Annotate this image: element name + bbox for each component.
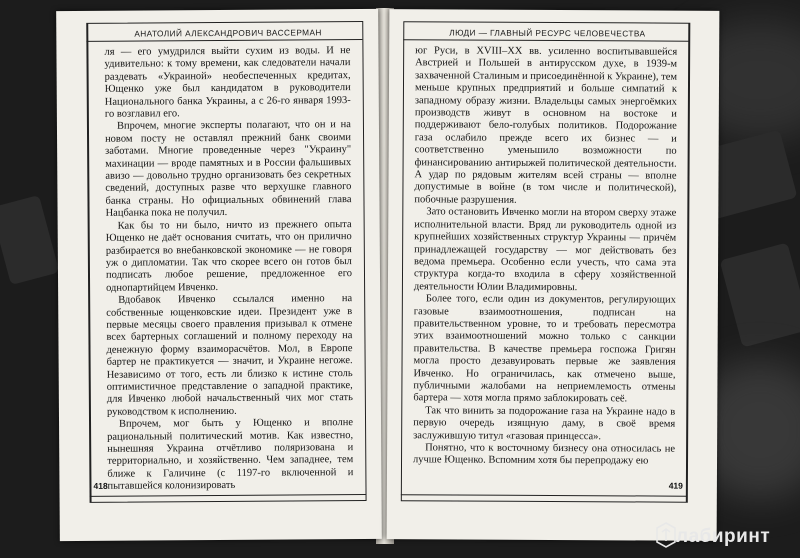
paragraph: Впрочем, многие эксперты полагают, что он и на новом посту не оставлял прежний банк своими заботами. Многие проведенные через "Украину" махинации — вроде памятных и в России фальшивых авизо — довольно трудно организовать без секретных сведений, доступных разве что верхушке главного банка страны. Но официальных обвинений глава Нацбанка пока не получил. bbox=[105, 119, 352, 220]
right-body-text bbox=[413, 45, 677, 468]
left-body-text bbox=[104, 45, 353, 493]
paragraph: Более того, если один из документов, регулирующих газовые взаимоотношения, подписан на правительственном уровне, то и требовать пересмотра этих взаимоотношений можно только с санкции правительства. В качестве премьера госпожа Григян могла просто дезавуировать первые же заявления Ивченко. Но ограничилась, как отмечено выше, публичными жалобами на неприемлемость отмены бартера — хотя могла прямо заблокировать сеё. bbox=[413, 293, 676, 405]
running-head-author: АНАТОЛИЙ АЛЕКСАНДРОВИЧ ВАССЕРМАН bbox=[134, 27, 322, 39]
paragraph: Вдобавок Ивченко ссылался именно на собственные ющенковские идеи. Президент уже в первые месяцы своего правления призывал к отмене всех бартерных соглашений и полному переходу на денежную форму взаиморасчётов. Мол, в Европе бартер не практикуется — значит, и Украине негоже. Независимо от того, есть ли близко к истине столь оптимистичное представление о западной практике, для Ивченко любой начальственный чих мог стать руководством к исполнению. bbox=[106, 293, 353, 418]
page-number: 419 bbox=[668, 480, 683, 491]
paragraph: Так что винить за подорожание газа на Украине надо в первую очередь изящную даму, в своё время заслужившую титул «газовая принцесса». bbox=[413, 405, 676, 442]
paragraph: Как бы то ни было, ничто из прежнего опыта Ющенко не даёт основания считать, что он прилично разбирается во внебанковской экономике — не говоря уж о дипломатии. Так что скорее всего он готов был подписать любое решение, предложенное его однопартийцем Ивченко. bbox=[105, 218, 353, 294]
left-page bbox=[56, 9, 382, 541]
paragraph: Понятно, что к восточному бизнесу она относилась не лучше Ющенко. Вспомним хотя бы перепродажу ею bbox=[412, 442, 676, 467]
paragraph: Впрочем, мог быть у Ющенко и вполне рациональный политический мотив. Как известно, нынешняя Украина отчётливо поляризована и территориально, и хозяйственно. Чем западнее, тем ближе к Галичине (с 1197-го включенной и пытавшейся колонизировать bbox=[107, 417, 354, 493]
paragraph: Зато остановить Ивченко могли на втором сверху этаже исполнительной власти. Вряд ли руководитель одной из крупнейших хозяйственных структур Украины — причём принадлежащей государству — мог действовать без ведома премьера. Особенно если учесть, что сама эта структура когда-то входила в сферу хозяйственной деятельности Юлии Владимировны. bbox=[413, 206, 677, 293]
paragraph: ля — его умудрился выйти сухим из воды. И не удивительно: к тому времени, как следователи начали раздевать «Украиной» необеспеченных кредитах, Ющенко уже был кандидатом в руководители Национального банка Украины, а с 26-го января 1993-го возглавил его. bbox=[104, 45, 351, 120]
background-texture bbox=[720, 242, 800, 347]
running-head-title: ЛЮДИ — ГЛАВНЫЙ РЕСУРС ЧЕЛОВЕЧЕСТВА bbox=[449, 27, 646, 39]
watermark-labirint: лабиринт bbox=[676, 526, 771, 547]
page-number: 418 bbox=[93, 480, 108, 491]
labirint-logo-icon bbox=[656, 522, 676, 548]
paragraph: юг Руси, в XVIII–XX вв. усиленно воспитывавшейся Австрией и Польшей в антирусском духе, в 1939-м захваченной Сталиным и присоединённой к Украине), тем меньше крупных предприятий и больше симпатий к западному образу жизни. Владельцы самых энергоёмких производств живут в основном на востоке и поддерживают бело-голубых политиков. Подорожание газа ослабило прежде всего их бизнес — и соответственно уменьшило возможности по финансированию антирыжей политической деятельности. А удар по рядовым жителям всей страны — вполне допустимые в войне (в том числе и политической), побочные разрушения. bbox=[414, 45, 678, 206]
right-page bbox=[387, 9, 720, 541]
background-texture bbox=[0, 195, 60, 285]
